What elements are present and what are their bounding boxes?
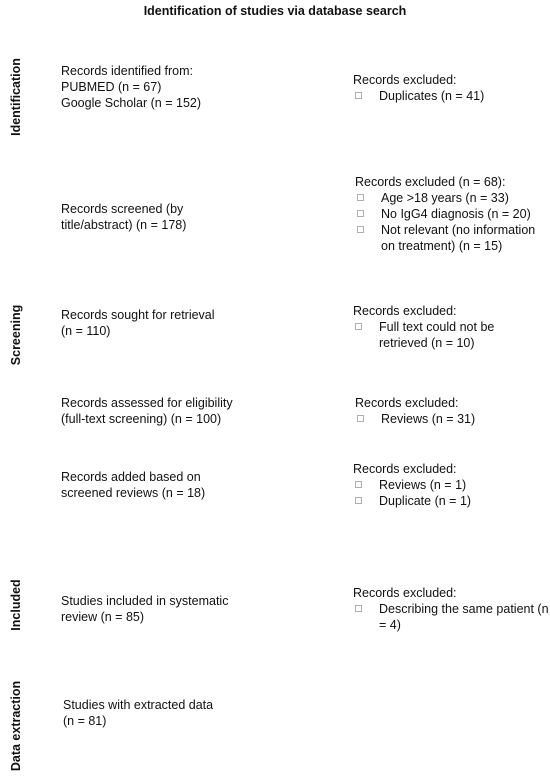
- phase-label-screening: Screening: [9, 304, 23, 366]
- records-sought-box: [61, 307, 215, 339]
- records-added-box: [61, 469, 205, 501]
- exclusion-box-retrieval: [353, 303, 528, 351]
- exclusion-item: Age >18 years (n = 33): [355, 190, 547, 206]
- phase-label-identification: Identification: [9, 58, 23, 136]
- exclusion-heading: Records excluded:: [353, 462, 457, 476]
- box-line: PUBMED (n = 67): [61, 80, 162, 94]
- exclusion-box-included: [353, 585, 549, 633]
- exclusion-item: Describing the same patient (n = 4): [353, 601, 549, 633]
- exclusion-heading: Records excluded:: [353, 73, 457, 87]
- exclusion-item: Duplicates (n = 41): [353, 88, 543, 104]
- box-line: screened reviews (n = 18): [61, 486, 206, 500]
- box-line: (n = 81): [63, 714, 107, 728]
- exclusion-item: No IgG4 diagnosis (n = 20): [355, 206, 547, 222]
- exclusion-heading: Records excluded:: [353, 304, 457, 318]
- studies-included-box: [61, 593, 228, 625]
- exclusion-box-screening: [355, 174, 547, 254]
- records-screened-box: [61, 201, 186, 233]
- exclusion-box-added: [353, 461, 543, 509]
- exclusion-box-eligibility: [355, 395, 545, 427]
- box-line: Studies included in systematic: [61, 594, 229, 608]
- exclusion-box-duplicates: [353, 72, 543, 104]
- box-line: Records screened (by: [61, 202, 184, 216]
- phase-label-data-extraction: Data extraction: [9, 680, 23, 772]
- diagram-title: Identification of studies via database search: [143, 4, 407, 18]
- box-line: (full-text screening) (n = 100): [61, 412, 222, 426]
- exclusion-heading: Records excluded:: [355, 396, 459, 410]
- box-line: title/abstract) (n = 178): [61, 218, 187, 232]
- box-line: Records added based on: [61, 470, 201, 484]
- box-line: Studies with extracted data: [63, 698, 214, 712]
- exclusion-item: Full text could not be retrieved (n = 10): [353, 319, 528, 351]
- records-assessed-box: [61, 395, 233, 427]
- exclusion-item: Reviews (n = 1): [353, 477, 543, 493]
- exclusion-heading: Records excluded:: [353, 586, 457, 600]
- studies-extracted-box: [63, 697, 213, 729]
- box-line: (n = 110): [61, 324, 111, 338]
- box-line: Records sought for retrieval: [61, 308, 215, 322]
- phase-label-included: Included: [9, 579, 23, 631]
- box-line: Records identified from:: [61, 64, 194, 78]
- exclusion-item: Not relevant (no information on treatment) (n = 15): [355, 222, 547, 254]
- records-identified-box: [61, 63, 201, 111]
- box-line: Google Scholar (n = 152): [61, 96, 202, 110]
- box-line: Records assessed for eligibility: [61, 396, 233, 410]
- box-line: review (n = 85): [61, 610, 145, 624]
- exclusion-heading: Records excluded (n = 68):: [355, 175, 506, 189]
- exclusion-item: Duplicate (n = 1): [353, 493, 543, 509]
- exclusion-item: Reviews (n = 31): [355, 411, 545, 427]
